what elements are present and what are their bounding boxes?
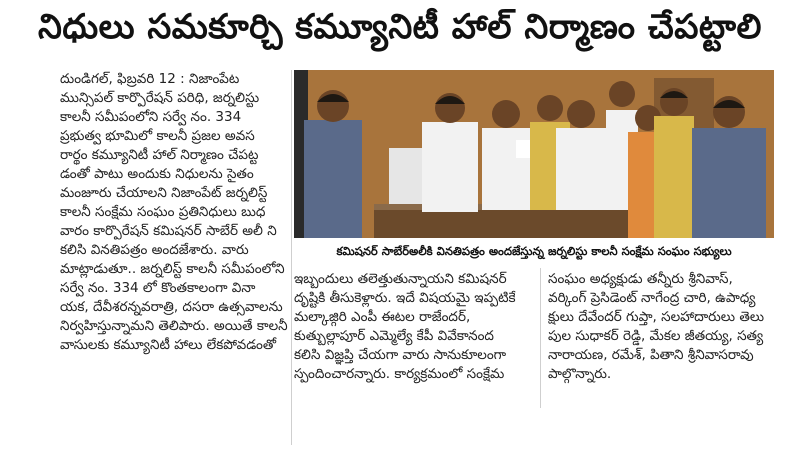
text-line: క్షులు దేవేందర్ గుప్తా, సలహాదారులు తెలు [548,309,765,325]
text-line: సర్వే నం. 334 లో కొంతకాలంగా వినా [60,280,256,296]
text-line: రార్థం కమ్యూనిటీ హాల్ నిర్మాణం చేపట్ట [60,147,259,163]
text-line: మున్సిపల్ కార్పొరేషన్ పరిధి, జర్నలిస్టు [60,90,260,106]
text-line: దుండిగల్, ఫిబ్రవరి 12 : నిజాంపేట [60,71,240,87]
text-line: మాట్లాడుతూ.. జర్నలిస్ట్ కాలనీ సమీపంలోని [60,261,285,277]
news-photo-illustration [294,70,774,238]
headline: నిధులు సమకూర్చి కమ్యూనిటీ హాల్ నిర్మాణం చేపట్టాలి [38,7,762,47]
text-line: కలిసి వినతిపత్రం అందజేశారు. వారు [60,242,249,258]
text-line: కుత్బుల్లాపూర్ ఎమ్మెల్యే కేపీ వివేకానంద [294,328,494,344]
text-line: దృష్టికి తీసుకెళ్లారు. ఇదే విషయమై ఇప్పటికే [294,290,516,306]
text-line: వాసులకు కమ్యూనిటీ హాలు లేకపోవడంతో [60,337,277,353]
photo-caption: కమిషనర్ సాబేర్అలీకి వినతిపత్రం అందజేస్తున్న జర్నలిస్టు కాలనీ సంక్షేమ సంఘం సభ్యులు [336,244,732,258]
text-line: వారం కార్పొరేషన్ కమిషనర్ సాబేర్ అలీ ని [60,223,277,239]
text-line: నిర్వహిస్తున్నామని తెలిపారు. అయితే కాలనీ [60,318,288,334]
text-line: మల్కాజ్గిరి ఎంపీ ఈటల రాజేందర్, [294,309,471,325]
text-line: సంఘం అధ్యక్షుడు తన్నీరు శ్రీనివాస్, [548,271,733,287]
column-divider [540,268,541,408]
text-line: కాలనీ సంక్షేమ సంఘం ప్రతినిధులు బుధ [60,204,266,220]
text-line: స్పందించారన్నారు. కార్యక్రమంలో సంక్షేమ [294,366,505,382]
news-photo [294,70,774,238]
text-line: పాల్గొన్నారు. [548,366,612,382]
article-column-2 [294,270,534,384]
text-line: నారాయణ, రమేశ్, పితాని శ్రీనివాసరావు [548,347,754,363]
text-line: ప్రభుత్వ భూమిలో కాలనీ ప్రజల అవస [60,128,255,144]
text-line: మంజూరు చేయాలని నిజాంపేట్ జర్నలిస్ట్ [60,185,268,201]
text-line: కాలనీ సమీపంలోని సర్వే నం. 334 [60,109,242,125]
article-column-3 [548,270,782,384]
column-divider [291,70,292,445]
text-line: డంతో పాటు అందుకు నిధులను సైతం [60,166,254,182]
petition-letter [516,140,530,158]
text-line: పుల సుధాకర్ రెడ్డి, మేకల జీతయ్య, సత్య [548,328,764,344]
text-line: కలిసి విజ్ఞప్తి చేయగా వారు సానుకూలంగా [294,347,507,363]
text-line: వర్కింగ్ ప్రెసిడెంట్ నాగేంద్ర చారి, ఉపాధ్య [548,290,756,306]
article-column-1 [60,70,288,355]
text-line: ఇబ్బందులు తలెత్తుతున్నాయని కమిషనర్ [294,271,507,287]
text-line: యక, దేవీశరన్నవరాత్రి, దసరా ఉత్సవాలను [60,299,283,315]
